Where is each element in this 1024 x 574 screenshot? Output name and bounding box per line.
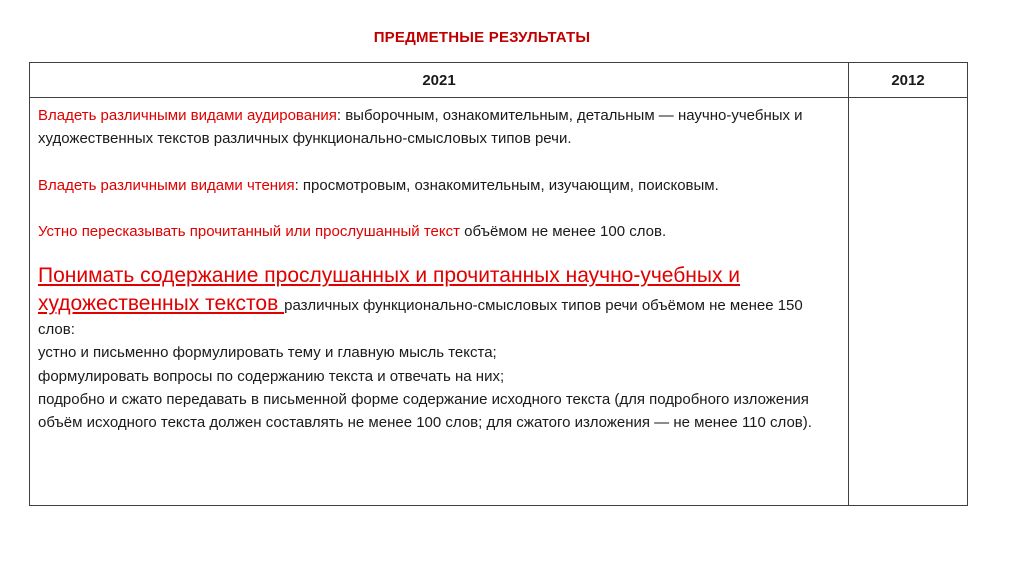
list-line: устно и письменно формулировать тему и главную мысль текста; [38,344,497,362]
paragraph-retelling [38,220,840,243]
paragraph-reading [38,174,840,197]
list-line: формулировать вопросы по содержанию текста и отвечать на них; [38,367,505,385]
red-phrase: Владеть различными видами чтения [38,176,295,194]
paragraph-text: : выборочным, ознакомительным, детальным — научно-учебных и художественных текстов различных функционально-смысловых типов речи. [38,107,803,148]
paragraph-text: объёмом не менее 100 слов. [460,222,667,240]
results-table [29,62,968,506]
red-phrase: Владеть различными видами аудирования [38,107,337,124]
paragraph-text: различных функционально-смысловых типов речи объёмом не менее 150 слов: [38,297,803,339]
column-header-2012: 2012 [849,63,968,98]
table-row [30,98,968,506]
cell-2012 [849,98,968,506]
big-red-phrase: Понимать содержание прослушанных и прочитанных научно-учебных и художественных текстов [38,264,741,316]
red-phrase: Устно пересказывать прочитанный или прослушанный текст [38,222,460,240]
cell-2021 [30,98,849,506]
paragraph-understanding [38,262,840,341]
paragraph-listening [38,104,840,151]
paragraph-text: : просмотровым, ознакомительным, изучающим, поисковым. [294,176,719,194]
page-title: ПРЕДМЕТНЫЕ РЕЗУЛЬТАТЫ [373,29,591,46]
table-header-row [30,63,968,98]
column-header-2021: 2021 [30,63,849,98]
list-line: подробно и сжато передавать в письменной форме содержание исходного текста (для подробного изложения объём исходного текста должен составлять не менее 100 слов; для сжатого изложения — не менее 110 слов). [38,391,812,432]
